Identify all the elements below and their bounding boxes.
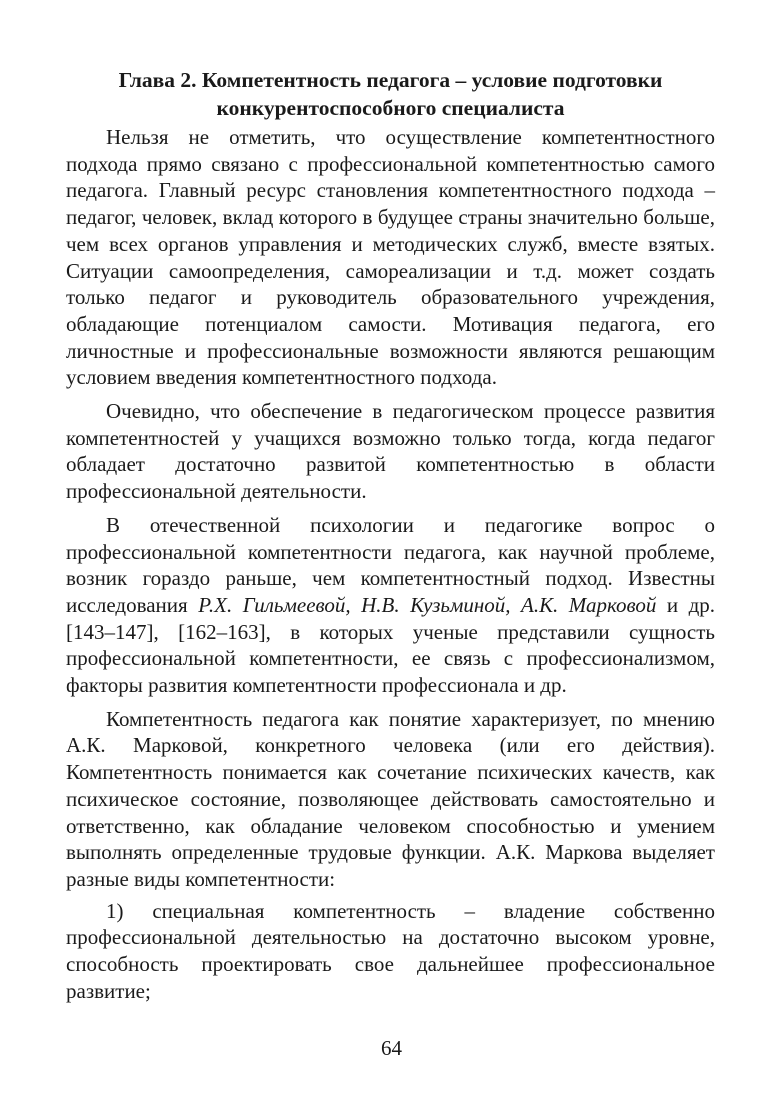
- paragraph-3-text-end: и др. [143–147], [162–163], в которых ученые представили сущность профессиональной компетентности, ее связь с профессионализмом, факторы развития компетентности профессионала и др.: [66, 592, 715, 698]
- paragraph-2: Очевидно, что обеспечение в педагогическом процессе развития компетентностей у учащихся возможно только тогда, когда педагог обладает достаточно развитой компетентностью в области профессиональной деятельности.: [66, 399, 715, 504]
- author-kuzmina: Н.В. Кузьминой,: [361, 592, 511, 617]
- body-text: [66, 124, 715, 1005]
- paragraph-5: 1) специальная компетентность – владение собственно профессиональной деятельностью на достаточно высоком уровне, способность проектировать свое дальнейшее профессиональное развитие;: [66, 898, 715, 1003]
- paragraph-3-text-start: В отечественной психологии и педагогике вопрос о профессиональной компетентности педагога, как научной проблеме, возник гораздо раньше, чем компетентностный подход. Известны исследования: [66, 512, 715, 617]
- author-markova: А.К. Марковой: [521, 592, 657, 617]
- chapter-title-line2: конкурентоспособного специалиста: [216, 96, 565, 120]
- author-gilmeeva: Р.Х. Гильмеевой,: [198, 592, 351, 617]
- paragraph-3: [66, 512, 715, 699]
- paragraph-4: Компетентность педагога как понятие характеризует, по мнению А.К. Марковой, конкретного человека (или его действия). Компетентность понимается как сочетание психических качеств, как психическое состояние, позволяющее действовать самостоятельно и ответственно, как обладание человеком способностью и умением выполнять определенные трудовые функции. А.К. Маркова выделяет разные виды компетентности:: [66, 706, 715, 891]
- chapter-title: [66, 66, 715, 122]
- chapter-title-line1: Глава 2. Компетентность педагога – условие подготовки: [118, 68, 663, 92]
- page-number: 64: [381, 1036, 402, 1060]
- paragraph-1: Нельзя не отметить, что осуществление компетентностного подхода прямо связано с профессиональной компетентностью самого педагога. Главный ресурс становления компетентностного подхода – педагог, человек, вклад которого в будущее страны значительно больше, чем всех органов управления и методических служб, вместе взятых. Ситуации самоопределения, самореализации и т.д. может создать только педагог и руководитель образовательного учреждения, обладающие потенциалом самости. Мотивация педагога, его личностные и профессиональные возможности являются решающим условием введения компетентностного подхода.: [66, 125, 715, 390]
